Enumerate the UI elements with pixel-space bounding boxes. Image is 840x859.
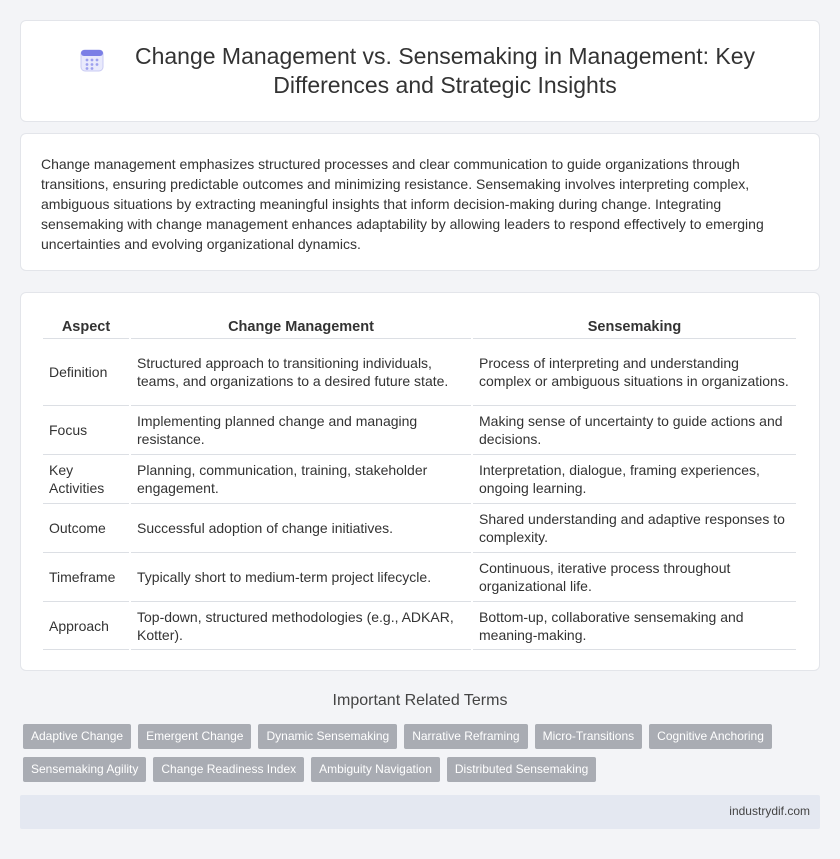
header-card [20,20,820,122]
cell-sensemaking: Interpretation, dialogue, framing experiences, ongoing learning. [473,455,796,504]
intro-paragraph: Change management emphasizes structured processes and clear communication to guide organizations through transitions, ensuring predictable outcomes and minimizing resistance. Sensemaking involves interpreting complex, ambiguous situations by extracting meaningful insights that inform decision-making during change. Integrating sensemaking with change management enhances adaptability by allowing leaders to respond effectively to emerging uncertainties and evolving organizational dynamics. [41,156,764,252]
tag-distributed-sensemaking[interactable]: Distributed Sensemaking [447,757,596,782]
cell-sensemaking: Continuous, iterative process throughout organizational life. [473,553,796,602]
tag-adaptive-change[interactable]: Adaptive Change [23,724,131,749]
tag-emergent-change[interactable]: Emergent Change [138,724,251,749]
table-row [43,406,796,455]
tag-change-readiness-index[interactable]: Change Readiness Index [153,757,304,782]
cell-change-management: Planning, communication, training, stakeholder engagement. [131,455,471,504]
table-row [43,553,796,602]
cell-aspect: Approach [43,602,129,650]
cell-change-management: Structured approach to transitioning individuals, teams, and organizations to a desired future state. [131,339,471,406]
tag-micro-transitions[interactable]: Micro-Transitions [535,724,643,749]
intro-card [20,133,820,271]
cell-change-management: Top-down, structured methodologies (e.g., ADKAR, Kotter). [131,602,471,650]
related-terms-title: Important Related Terms [332,692,508,709]
cell-sensemaking: Process of interpreting and understanding complex or ambiguous situations in organizations. [473,339,796,406]
header-sensemaking: Sensemaking [473,313,796,339]
page-title: Change Management vs. Sensemaking in Management: Key Differences and Strategic Insights [134,43,756,98]
cell-aspect: Timeframe [43,553,129,602]
cell-aspect: Focus [43,406,129,455]
comparison-card [20,292,820,671]
header-change-management: Change Management [131,313,471,339]
cell-change-management: Implementing planned change and managing resistance. [131,406,471,455]
table-header-row [43,313,796,339]
cell-change-management: Typically short to medium-term project lifecycle. [131,553,471,602]
cell-aspect: Key Activities [43,455,129,504]
tag-ambiguity-navigation[interactable]: Ambiguity Navigation [311,757,440,782]
calendar-icon [79,47,105,73]
cell-sensemaking: Shared understanding and adaptive responses to complexity. [473,504,796,553]
cell-aspect: Definition [43,339,129,406]
cell-aspect: Outcome [43,504,129,553]
comparison-table [41,313,798,650]
related-terms-tags [23,724,803,782]
tag-narrative-reframing[interactable]: Narrative Reframing [404,724,527,749]
cell-change-management: Successful adoption of change initiatives. [131,504,471,553]
tag-cognitive-anchoring[interactable]: Cognitive Anchoring [649,724,772,749]
cell-sensemaking: Making sense of uncertainty to guide actions and decisions. [473,406,796,455]
header-aspect: Aspect [43,313,129,339]
table-row [43,504,796,553]
footer-site[interactable]: industrydif.com [729,804,810,818]
table-row [43,602,796,650]
table-row [43,339,796,406]
table-row [43,455,796,504]
tag-dynamic-sensemaking[interactable]: Dynamic Sensemaking [258,724,397,749]
cell-sensemaking: Bottom-up, collaborative sensemaking and meaning-making. [473,602,796,650]
tag-sensemaking-agility[interactable]: Sensemaking Agility [23,757,146,782]
footer [20,795,820,829]
